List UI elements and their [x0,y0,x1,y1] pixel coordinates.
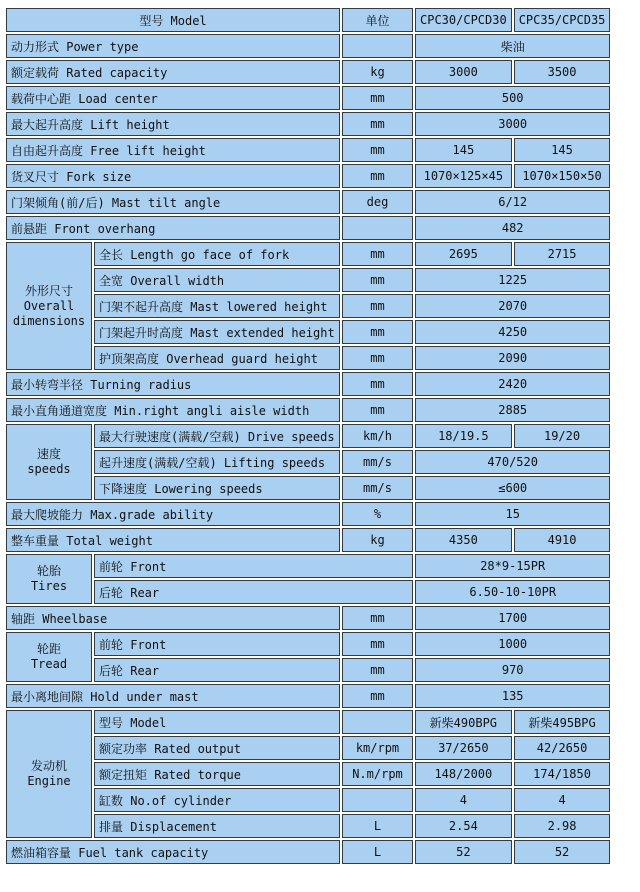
row-value-1: 4 [415,788,512,812]
row-unit: L [342,814,413,838]
row-value-2: 新柴495BPG [514,710,611,734]
row-label: 门架起升时高度 Mast extended height [94,320,340,344]
row-value: 135 [415,684,610,708]
row-label: 缸数 No.of cylinder [94,788,340,812]
row-value-2: 174/1850 [514,762,611,786]
row-unit: % [342,502,413,526]
row-label: 额定载荷 Rated capacity [6,60,340,84]
row-value: 470/520 [415,450,610,474]
table-row [6,658,610,682]
header-unit: 单位 [342,8,413,32]
table-row [6,242,610,266]
row-label: 排量 Displacement [94,814,340,838]
row-value-2: 42/2650 [514,736,611,760]
row-value: 1700 [415,606,610,630]
row-label: 前轮 Front [94,632,340,656]
row-label: 护顶架高度 Overhead guard height [94,346,340,370]
row-unit: mm [342,346,413,370]
row-unit: kg [342,60,413,84]
row-unit: mm [342,242,413,266]
table-row [6,86,610,110]
row-value: ≤600 [415,476,610,500]
spec-table [4,6,612,866]
row-unit: mm [342,138,413,162]
row-unit [342,788,413,812]
row-label: 轴距 Wheelbase [6,606,340,630]
table-row [6,554,610,578]
table-row [6,112,610,136]
table-row [6,450,610,474]
row-label: 自由起升高度 Free lift height [6,138,340,162]
row-value-1: 3000 [415,60,512,84]
row-unit: L [342,840,413,864]
row-value: 2090 [415,346,610,370]
row-label: 动力形式 Power type [6,34,340,58]
row-label: 最小直角通道宽度 Min.right angli aisle width [6,398,340,422]
row-value: 2420 [415,372,610,396]
row-value: 970 [415,658,610,682]
table-row [6,372,610,396]
row-label: 前悬距 Front overhang [6,216,340,240]
row-label: 前轮 Front [94,554,413,578]
row-value-2: 4 [514,788,611,812]
table-row [6,762,610,786]
header-col1: CPC30/CPCD30 [415,8,512,32]
row-value-2: 2.98 [514,814,611,838]
row-unit: km/rpm [342,736,413,760]
row-value-2: 145 [514,138,611,162]
row-value: 2070 [415,294,610,318]
row-value-1: 37/2650 [415,736,512,760]
table-row [6,814,610,838]
table-row [6,190,610,214]
row-unit: mm [342,268,413,292]
row-value-1: 4350 [415,528,512,552]
row-unit: mm [342,294,413,318]
group-tires [6,554,92,604]
table-row [6,164,610,188]
table-row [6,606,610,630]
row-label: 全长 Length go face of fork [94,242,340,266]
group-label-cn: 轮胎 [36,564,61,578]
row-value: 15 [415,502,610,526]
group-label-cn: 轮距 [36,642,61,656]
group-label-en: Engine [27,774,71,788]
table-row [6,138,610,162]
group-label-en: dimensions [12,313,86,328]
row-label: 后轮 Rear [94,580,413,604]
table-row [6,346,610,370]
header-col2: CPC35/CPCD35 [514,8,611,32]
group-overall-dimensions [6,242,92,370]
row-unit: mm/s [342,450,413,474]
table-row [6,60,610,84]
group-label-cn: 发动机 [30,759,67,773]
row-unit: mm [342,112,413,136]
group-engine [6,710,92,838]
group-label-en: Tread [30,657,68,671]
group-label-cn: 外形尺寸 [24,283,73,298]
row-label: 最大起升高度 Lift height [6,112,340,136]
table-header-row [6,8,610,32]
row-unit: mm [342,86,413,110]
row-unit: deg [342,190,413,214]
row-value: 1000 [415,632,610,656]
row-unit: mm [342,658,413,682]
row-unit: mm [342,320,413,344]
row-label: 货叉尺寸 Fork size [6,164,340,188]
row-unit: mm/s [342,476,413,500]
row-label: 整车重量 Total weight [6,528,340,552]
row-unit: km/h [342,424,413,448]
row-label: 型号 Model [94,710,340,734]
row-label: 最小离地间隙 Hold under mast [6,684,340,708]
row-unit: mm [342,632,413,656]
table-row [6,502,610,526]
row-label: 最小转弯半径 Turning radius [6,372,340,396]
row-label: 起升速度(满载/空载) Lifting speeds [94,450,340,474]
row-value: 1225 [415,268,610,292]
row-value-1: 52 [415,840,512,864]
row-value: 4250 [415,320,610,344]
row-label: 额定功率 Rated output [94,736,340,760]
row-value-1: 新柴490BPG [415,710,512,734]
table-row [6,294,610,318]
table-row [6,268,610,292]
row-value-2: 1070×150×50 [514,164,611,188]
row-unit: kg [342,528,413,552]
table-row [6,424,610,448]
row-unit [342,34,413,58]
table-row [6,684,610,708]
table-row [6,528,610,552]
row-value: 500 [415,86,610,110]
table-row [6,216,610,240]
row-value-1: 2695 [415,242,512,266]
group-label-cn: 速度 [36,447,61,461]
row-unit [342,710,413,734]
row-value-1: 1070×125×45 [415,164,512,188]
row-unit: mm [342,684,413,708]
row-label: 最大行驶速度(满载/空载) Drive speeds [94,424,340,448]
row-label: 后轮 Rear [94,658,340,682]
row-value-2: 2715 [514,242,611,266]
row-value-2: 19/20 [514,424,611,448]
row-label: 载荷中心距 Load center [6,86,340,110]
row-unit [342,216,413,240]
table-row [6,580,610,604]
row-value: 6/12 [415,190,610,214]
row-label: 门架倾角(前/后) Mast tilt angle [6,190,340,214]
table-row [6,476,610,500]
row-label: 下降速度 Lowering speeds [94,476,340,500]
table-row [6,320,610,344]
row-label: 门架不起升高度 Mast lowered height [94,294,340,318]
row-unit: mm [342,398,413,422]
row-unit: mm [342,372,413,396]
row-unit: mm [342,606,413,630]
table-row [6,398,610,422]
header-model: 型号 Model [6,8,340,32]
row-value: 3000 [415,112,610,136]
row-unit: N.m/rpm [342,762,413,786]
row-value-1: 145 [415,138,512,162]
row-value: 柴油 [415,34,610,58]
group-label-en: Tires [30,579,68,593]
row-label: 全宽 Overall width [94,268,340,292]
row-label: 额定扭矩 Rated torque [94,762,340,786]
group-label-en: Overall [23,298,75,313]
row-value: 6.50-10-10PR [415,580,610,604]
row-value: 2885 [415,398,610,422]
row-value-2: 52 [514,840,611,864]
row-value: 482 [415,216,610,240]
group-tread [6,632,92,682]
group-speeds [6,424,92,500]
row-label: 燃油箱容量 Fuel tank capacity [6,840,340,864]
table-row [6,788,610,812]
table-row [6,632,610,656]
row-value-2: 4910 [514,528,611,552]
row-value-1: 2.54 [415,814,512,838]
row-value-2: 3500 [514,60,611,84]
row-label: 最大爬坡能力 Max.grade ability [6,502,340,526]
row-unit: mm [342,164,413,188]
table-row [6,34,610,58]
row-value-1: 18/19.5 [415,424,512,448]
table-row [6,736,610,760]
group-label-en: speeds [27,462,71,476]
table-row [6,710,610,734]
row-value: 28*9-15PR [415,554,610,578]
row-value-1: 148/2000 [415,762,512,786]
table-row [6,840,610,864]
